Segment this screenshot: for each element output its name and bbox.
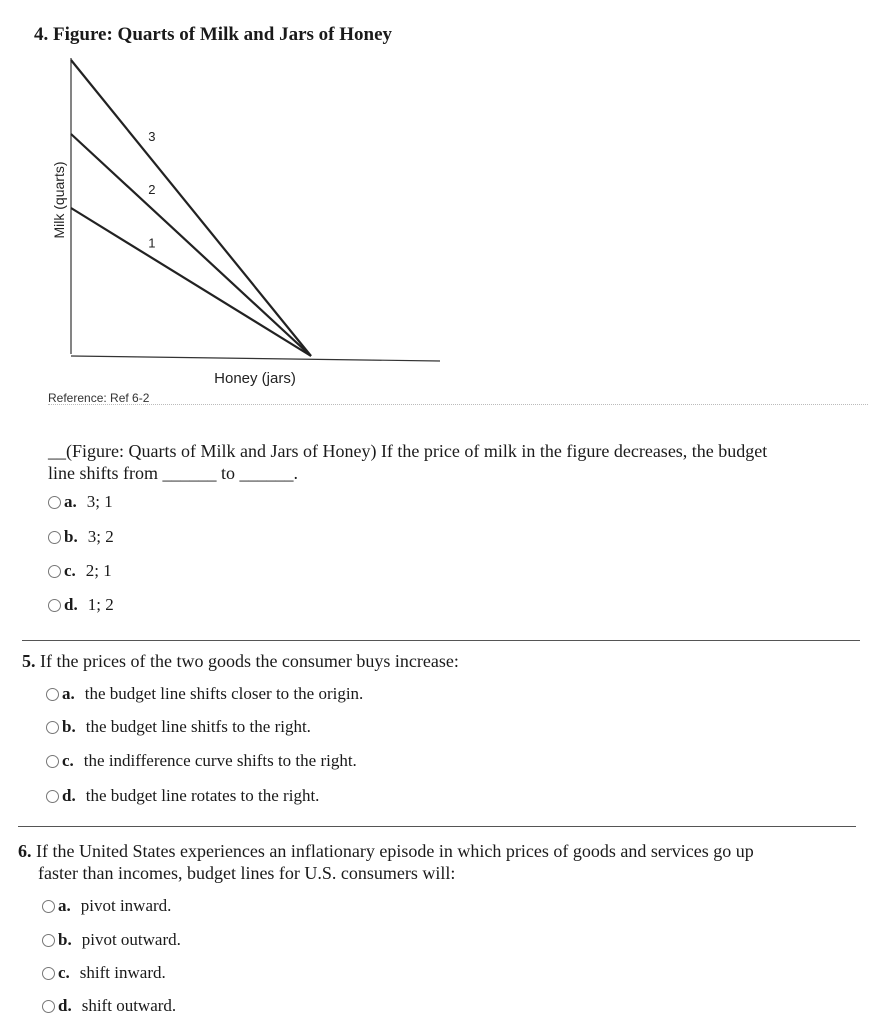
q5-option-c[interactable]: c. the indifference curve shifts to the right. <box>46 751 357 771</box>
x-axis-label: Honey (jars) <box>214 370 296 387</box>
radio-button[interactable] <box>46 790 59 803</box>
budget-line-3 <box>71 60 311 356</box>
radio-button[interactable] <box>48 565 61 578</box>
radio-button[interactable] <box>46 688 59 701</box>
budget-line-label-1: 1 <box>148 235 156 251</box>
q5-option-d[interactable]: d. the budget line rotates to the right. <box>46 786 319 806</box>
question-4-stem-line2: line shifts from ______ to ______. <box>48 463 298 483</box>
radio-button[interactable] <box>42 1000 55 1013</box>
budget-line-label-2: 2 <box>148 182 156 198</box>
question-4-title: 4. Figure: Quarts of Milk and Jars of Honey <box>34 24 393 45</box>
y-axis-label: Milk (quarts) <box>51 161 67 239</box>
q4-option-a[interactable]: a. 3; 1 <box>48 492 113 512</box>
q6-option-b[interactable]: b. pivot outward. <box>42 930 181 950</box>
budget-line-label-3: 3 <box>148 128 156 144</box>
question-6-stem: 6. If the United States experiences an inflationary episode in which prices of goods and services go up faster than incomes, budget lines for U.S. consumers will: <box>18 841 754 883</box>
q4-option-b[interactable]: b. 3; 2 <box>48 527 114 547</box>
budget-line-1 <box>71 208 311 356</box>
q6-option-c[interactable]: c. shift inward. <box>42 963 166 983</box>
divider <box>18 826 856 827</box>
radio-button[interactable] <box>46 721 59 734</box>
question-4-stem-line1: __(Figure: Quarts of Milk and Jars of Honey) If the price of milk in the figure decreases, the budget <box>48 441 768 461</box>
q6-option-d[interactable]: d. shift outward. <box>42 996 176 1016</box>
radio-button[interactable] <box>42 967 55 980</box>
divider <box>22 640 860 641</box>
question-4-stem <box>48 440 868 484</box>
budget-line-2 <box>71 134 311 356</box>
q4-option-c[interactable]: c. 2; 1 <box>48 561 112 581</box>
radio-button[interactable] <box>42 900 55 913</box>
radio-button[interactable] <box>42 934 55 947</box>
reference-note: Reference: Ref 6-2 <box>48 391 150 405</box>
radio-button[interactable] <box>48 599 61 612</box>
radio-button[interactable] <box>48 531 61 544</box>
radio-button[interactable] <box>48 496 61 509</box>
question-5-stem: 5. If the prices of the two goods the consumer buys increase: <box>22 651 459 671</box>
q4-option-d[interactable]: d. 1; 2 <box>48 595 114 615</box>
budget-line-chart <box>40 50 460 395</box>
divider <box>48 404 868 405</box>
q6-option-a[interactable]: a. pivot inward. <box>42 896 171 916</box>
q5-option-b[interactable]: b. the budget line shitfs to the right. <box>46 717 311 737</box>
x-axis <box>71 356 440 361</box>
q5-option-a[interactable]: a. the budget line shifts closer to the origin. <box>46 684 363 704</box>
radio-button[interactable] <box>46 755 59 768</box>
